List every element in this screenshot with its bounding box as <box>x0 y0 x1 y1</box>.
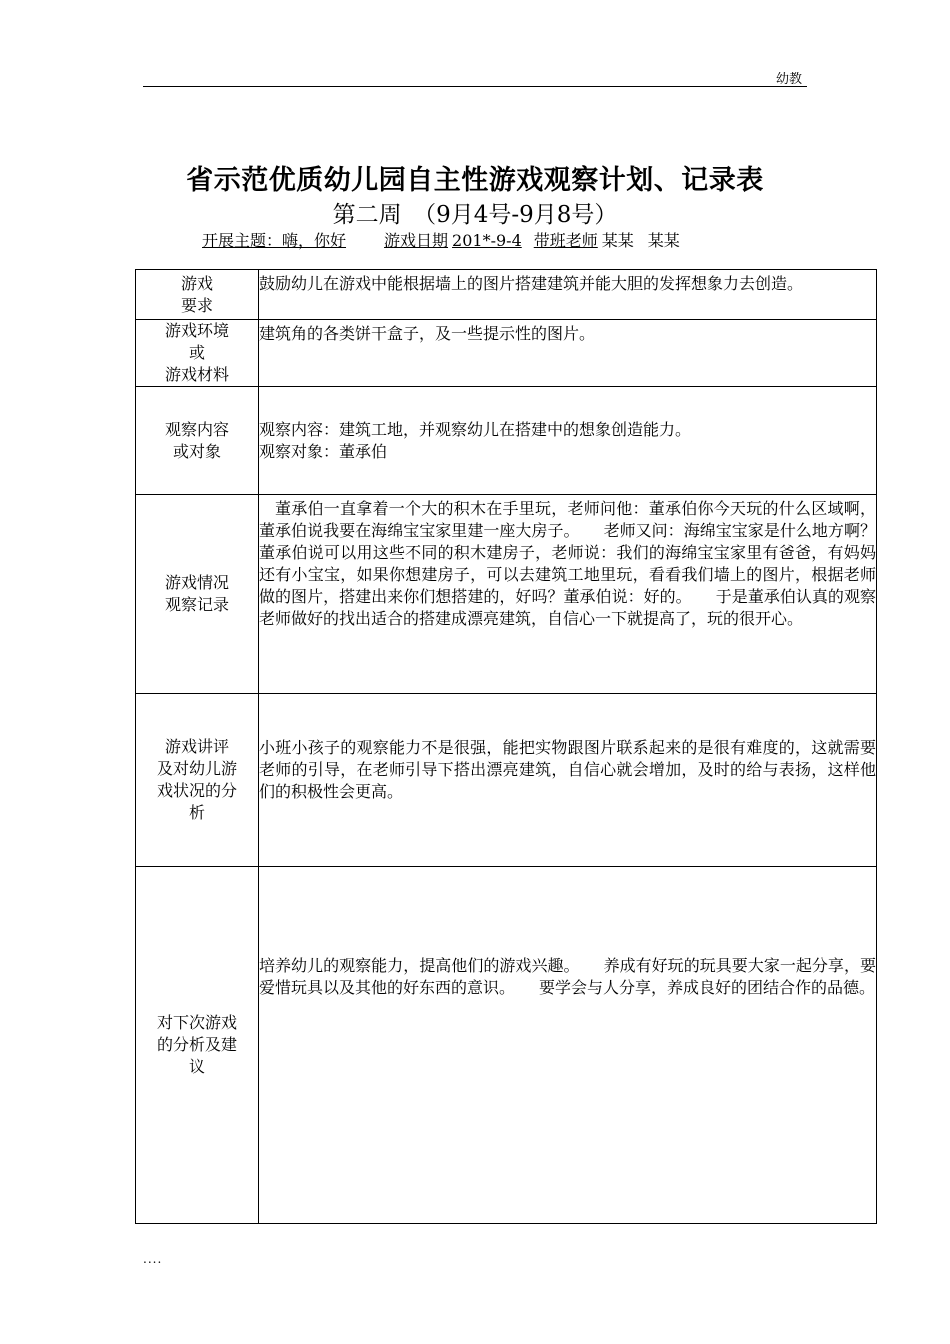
info-line <box>202 228 680 251</box>
row-label <box>136 387 259 495</box>
row-content <box>259 495 877 694</box>
row-content: 鼓励幼儿在游戏中能根据墙上的图片搭建建筑并能大胆的发挥想象力去创造。 <box>259 270 877 320</box>
theme-label: 开展主题：嗨，你好 <box>202 231 347 250</box>
row-content: 培养幼儿的观察能力，提高他们的游戏兴趣。 养成有好玩的玩具要大家一起分享，要爱惜玩具以及其他的好东西的意识。 要学会与人分享，养成良好的团结合作的品德。 <box>259 867 877 1224</box>
observation-table <box>135 269 877 1224</box>
row-label-text: 对下次游戏 的分析及建 议 <box>156 1013 237 1076</box>
row-label-text: 游戏讲评 及对幼儿游 戏状况的分 析 <box>156 737 237 822</box>
table-row <box>136 867 877 1224</box>
date-label: 游戏日期 <box>384 231 449 250</box>
row-content: 建筑角的各类饼干盒子，及一些提示性的图片。 <box>259 320 877 387</box>
table-row <box>136 270 877 320</box>
table-row <box>136 694 877 867</box>
teacher-label: 带班老师 <box>533 231 598 250</box>
page-subtitle: 第二周 （9月4号-9月8号） <box>332 202 618 228</box>
observation-content-line: 观察内容：建筑工地，并观察幼儿在搭建中的想象创造能力。 <box>259 419 692 439</box>
row-label <box>136 320 259 387</box>
row-label-text: 游戏情况 观察记录 <box>164 573 229 614</box>
row-label-text: 观察内容 或对象 <box>164 419 229 461</box>
footer-dots: .... <box>143 1252 163 1266</box>
table-row <box>136 495 877 694</box>
row-label <box>136 694 259 867</box>
row-label <box>136 495 259 694</box>
row-label <box>136 270 259 320</box>
table-row <box>136 387 877 495</box>
record-text: 董承伯一直拿着一个大的积木在手里玩，老师问他：董承伯你今天玩的什么区域啊，董承伯说我要在海绵宝宝家里建一座大房子。 老师又问：海绵宝宝家是什么地方啊？董承伯说可以用这些不同的积木建房子，老师说：我们的海绵宝宝家里有爸爸，有妈妈还有小宝宝，如果你想建房子，可以去建筑工地里玩，看看我们墙上的图片，根据老师做的图片，搭建出来你们想搭建的，好吗？董承伯说：好的。 于是董承伯认真的观察老师做好的找出适合的搭建成漂亮建筑，自信心一下就提高了，玩的很开心。 <box>259 499 876 628</box>
teacher-name-2: 某某 <box>647 231 680 250</box>
row-label-text: 游戏环境 或 游戏材料 <box>164 321 229 384</box>
observation-subject-line: 观察对象：董承伯 <box>259 441 388 461</box>
date-value: 201*-9-4 <box>452 231 522 250</box>
header-label: 幼教 <box>776 72 803 87</box>
row-label-text: 游戏 要求 <box>180 273 213 315</box>
header-divider <box>143 86 807 87</box>
row-content: 小班小孩子的观察能力不是很强，能把实物跟图片联系起来的是很有难度的，这就需要老师的引导，在老师引导下搭出漂亮建筑，自信心就会增加，及时的给与表扬，这样他们的积极性会更高。 <box>259 694 877 867</box>
page-title: 省示范优质幼儿园自主性游戏观察计划、记录表 <box>186 165 764 196</box>
row-content <box>259 387 877 495</box>
table-row <box>136 320 877 387</box>
teacher-name-1: 某某 <box>601 231 634 250</box>
row-label <box>136 867 259 1224</box>
